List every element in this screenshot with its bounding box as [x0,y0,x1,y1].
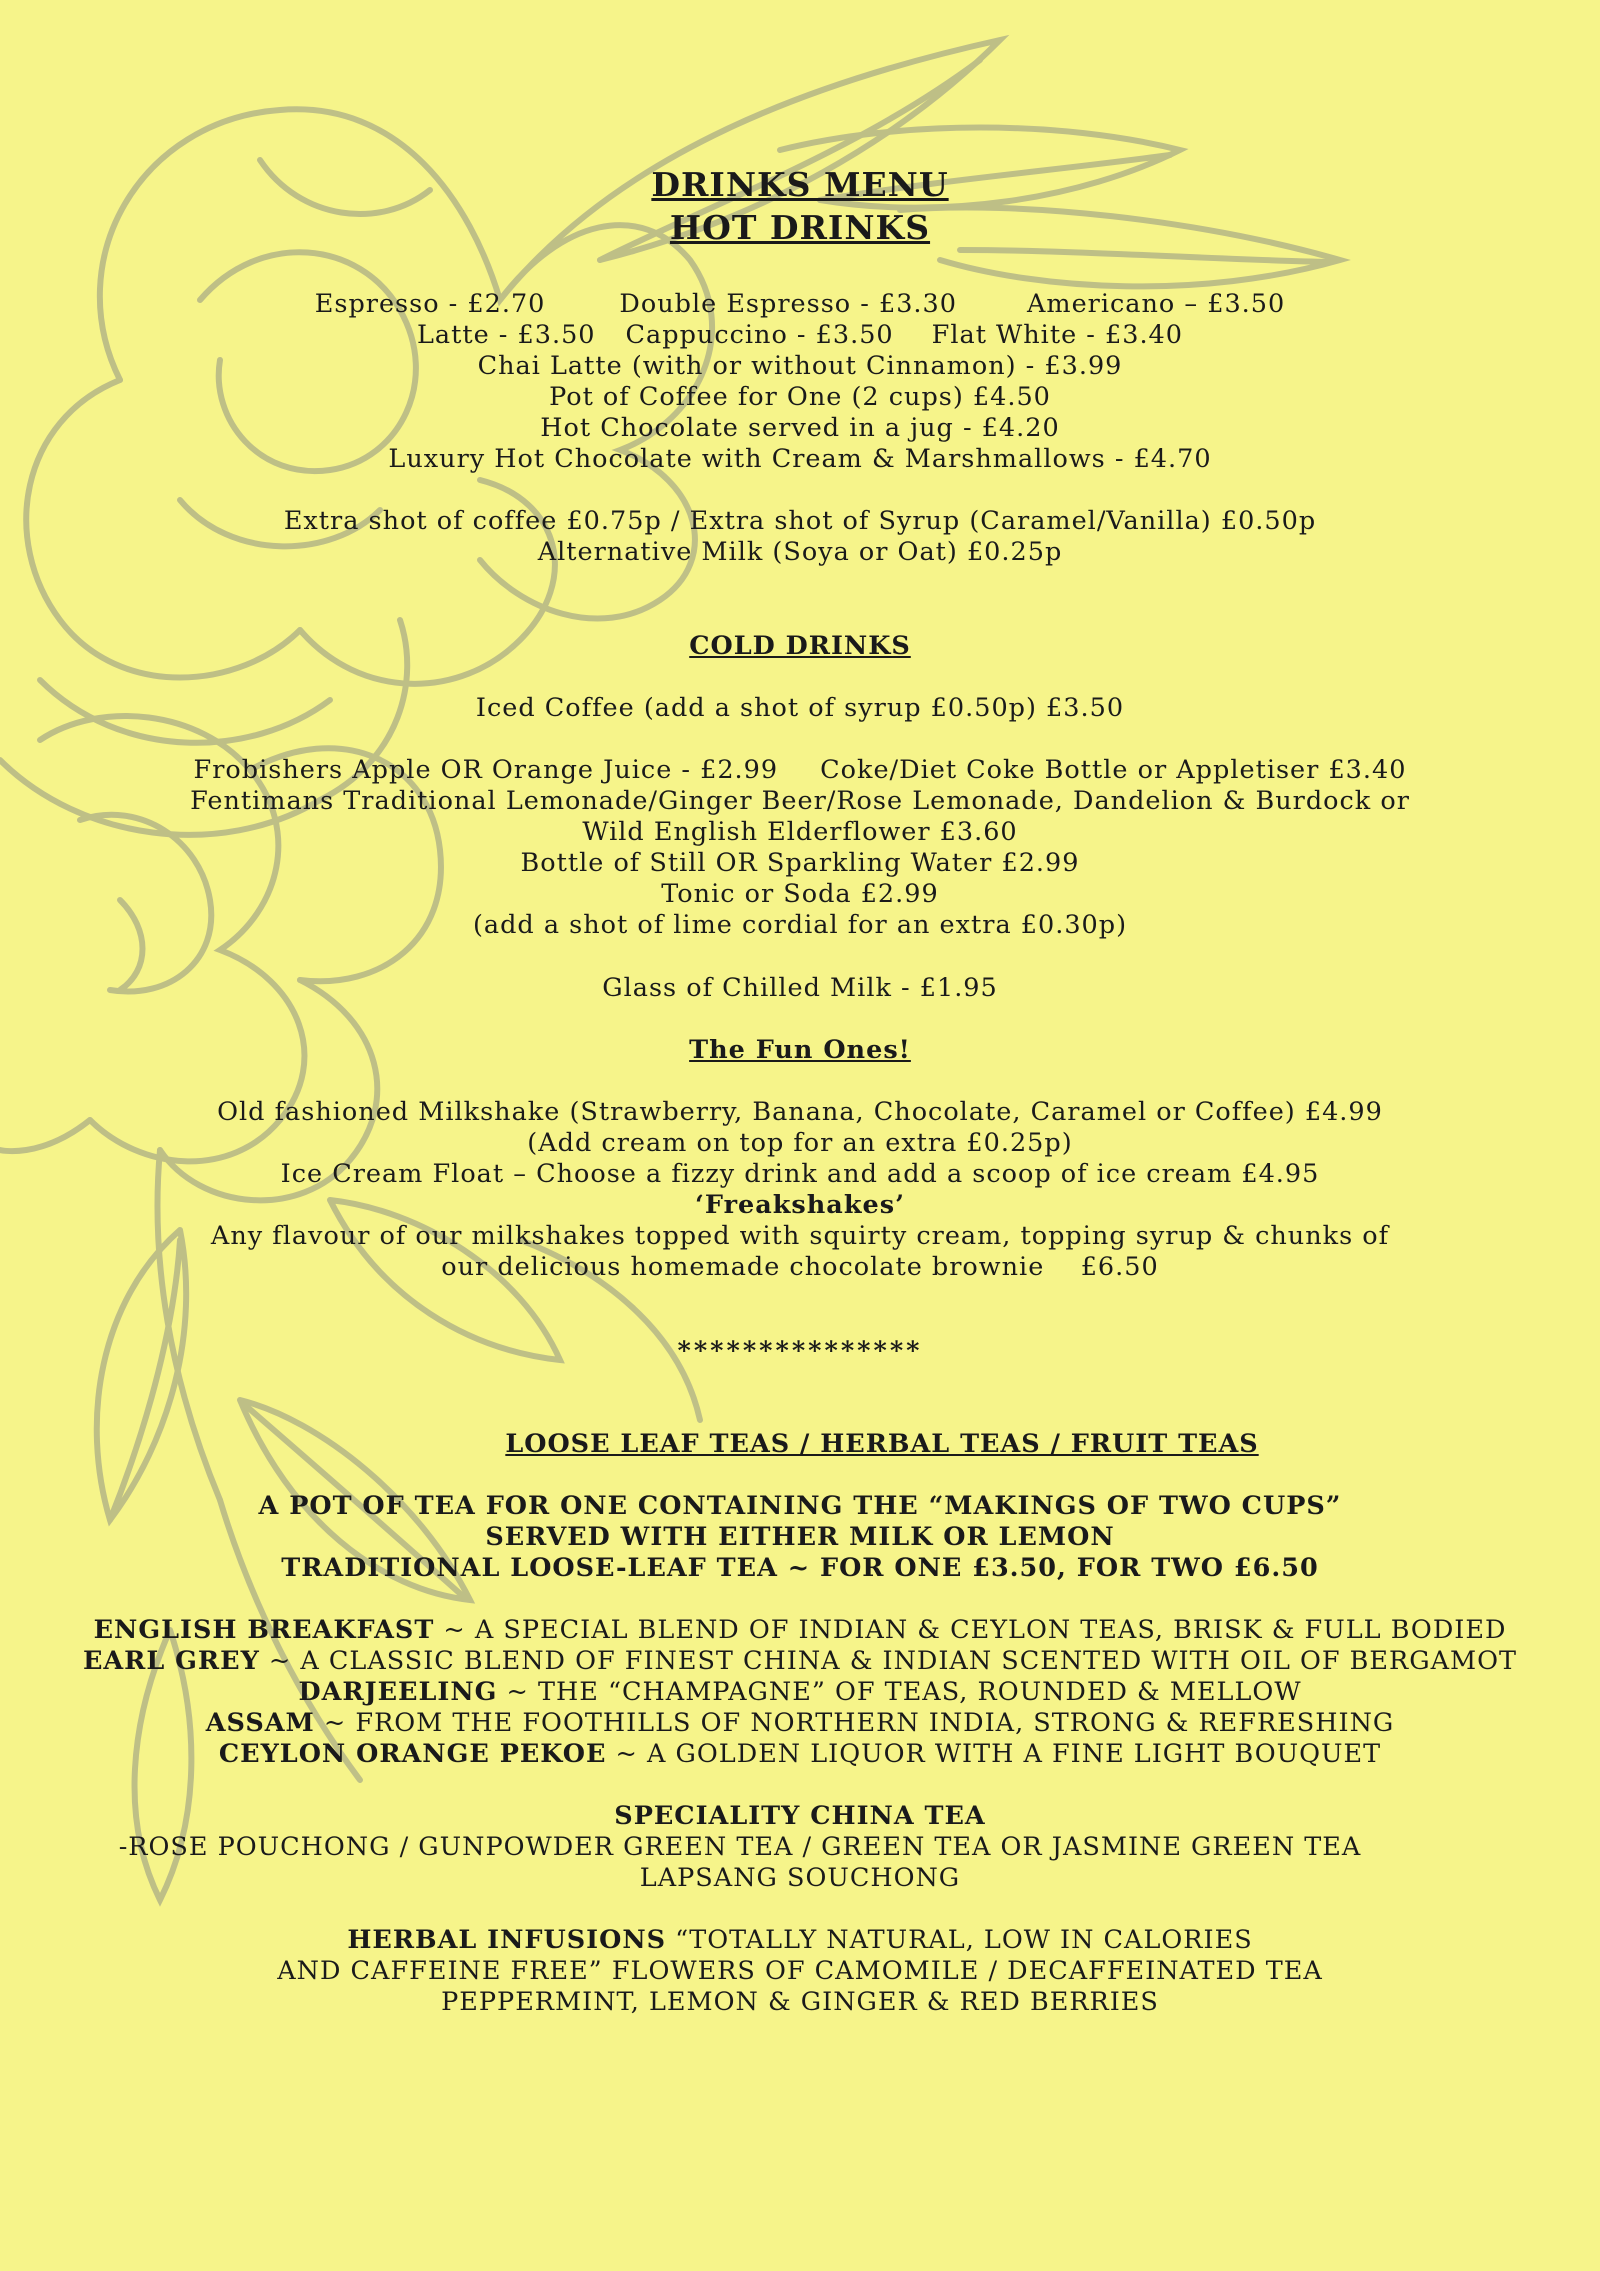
speciality-heading: SPECIALITY CHINA TEA [614,1801,986,1831]
speciality-line: LAPSANG SOUCHONG [639,1863,961,1893]
tea-desc: ~ THE “CHAMPAGNE” OF TEAS, ROUNDED & MELLOW [497,1677,1302,1707]
tea-blend [0,1708,1600,1739]
herbal-desc: “TOTALLY NATURAL, LOW IN CALORIES [666,1925,1253,1955]
menu-item: Fentimans Traditional Lemonade/Ginger Beer/Rose Lemonade, Dandelion & Burdock or [190,786,1410,816]
menu-extra: Extra shot of coffee £0.75p / Extra shot of Syrup (Caramel/Vanilla) £0.50p [283,506,1317,536]
tea-name: ASSAM [205,1708,315,1738]
tea-blend [0,1615,1600,1646]
menu-item: Cappuccino - £3.50 [625,320,894,350]
speciality-line: -ROSE POUCHONG / GUNPOWDER GREEN TEA / GREEN TEA OR JASMINE GREEN TEA [118,1832,1362,1862]
menu-item: Americano – £3.50 [1026,289,1286,319]
menu-item: Hot Chocolate served in a jug - £4.20 [540,413,1060,443]
hot-drinks-heading: HOT DRINKS [669,208,931,247]
menu-item: Iced Coffee (add a shot of syrup £0.50p) £3.50 [475,693,1125,723]
divider: *************** [677,1336,923,1366]
menu-item: Double Espresso - £3.30 [619,289,957,319]
menu-item: Flat White - £3.40 [931,320,1184,350]
tea-name: DARJEELING [298,1677,498,1707]
tea-name: ENGLISH BREAKFAST [93,1615,435,1645]
menu-item: Latte - £3.50 [416,320,596,350]
menu-item: Frobishers Apple OR Orange Juice - £2.99 [193,755,779,785]
fun-ones-heading: The Fun Ones! [689,1035,911,1065]
menu-title: DRINKS MENU [651,165,949,204]
tea-name: CEYLON ORANGE PEKOE [218,1739,607,1769]
tea-pot-line: SERVED WITH EITHER MILK OR LEMON [485,1522,1115,1552]
menu-item: Espresso - £2.70 [314,289,546,319]
menu-item: Tonic or Soda £2.99 [661,879,939,909]
menu-extra: Alternative Milk (Soya or Oat) £0.25p [537,537,1063,567]
tea-pot-line: TRADITIONAL LOOSE-LEAF TEA ~ FOR ONE £3.50, FOR TWO £6.50 [281,1553,1319,1583]
herbal-line: PEPPERMINT, LEMON & GINGER & RED BERRIES [441,1987,1159,2017]
cold-row-1 [0,755,1600,786]
herbal-heading: HERBAL INFUSIONS [347,1925,667,1955]
hot-row-1 [0,289,1600,320]
menu-item: (Add cream on top for an extra £0.25p) [527,1128,1073,1158]
teas-heading: LOOSE LEAF TEAS / HERBAL TEAS / FRUIT TEAS [505,1429,1259,1459]
menu-item: Coke/Diet Coke Bottle or Appletiser £3.40 [820,755,1407,785]
tea-desc: ~ A SPECIAL BLEND OF INDIAN & CEYLON TEAS, BRISK & FULL BODIED [434,1615,1507,1645]
cold-drinks-heading: COLD DRINKS [689,631,911,661]
tea-desc: ~ A CLASSIC BLEND OF FINEST CHINA & INDIAN SCENTED WITH OIL OF BERGAMOT [259,1646,1518,1676]
tea-blend [0,1646,1600,1677]
tea-desc: ~ FROM THE FOOTHILLS OF NORTHERN INDIA, STRONG & REFRESHING [314,1708,1395,1738]
menu-item: Pot of Coffee for One (2 cups) £4.50 [549,382,1051,412]
menu-item: Chai Latte (with or without Cinnamon) - £3.99 [477,351,1123,381]
menu-item: (add a shot of lime cordial for an extra £0.30p) [472,910,1128,940]
hot-row-2 [0,320,1600,351]
tea-name: EARL GREY [82,1646,260,1676]
tea-pot-line: A POT OF TEA FOR ONE CONTAINING THE “MAKINGS OF TWO CUPS” [258,1491,1342,1521]
herbal-line: AND CAFFEINE FREE” FLOWERS OF CAMOMILE / DECAFFEINATED TEA [277,1956,1323,1986]
menu-item: Any flavour of our milkshakes topped with squirty cream, topping syrup & chunks of [210,1221,1390,1251]
menu-item: Wild English Elderflower £3.60 [582,817,1018,847]
tea-blend [0,1677,1600,1708]
menu-item: our delicious homemade chocolate brownie £6.50 [441,1252,1159,1282]
menu-item: Ice Cream Float – Choose a fizzy drink and add a scoop of ice cream £4.95 [280,1159,1320,1189]
menu-item: Glass of Chilled Milk - £1.95 [602,973,998,1003]
menu-item: Luxury Hot Chocolate with Cream & Marshmallows - £4.70 [388,444,1212,474]
herbal-line [0,1925,1600,1956]
freakshakes-heading: ‘Freakshakes’ [695,1190,905,1220]
tea-blend [0,1739,1600,1770]
tea-desc: ~ A GOLDEN LIQUOR WITH A FINE LIGHT BOUQUET [606,1739,1382,1769]
menu-item: Old fashioned Milkshake (Strawberry, Banana, Chocolate, Caramel or Coffee) £4.99 [217,1097,1383,1127]
menu-item: Bottle of Still OR Sparkling Water £2.99 [520,848,1080,878]
